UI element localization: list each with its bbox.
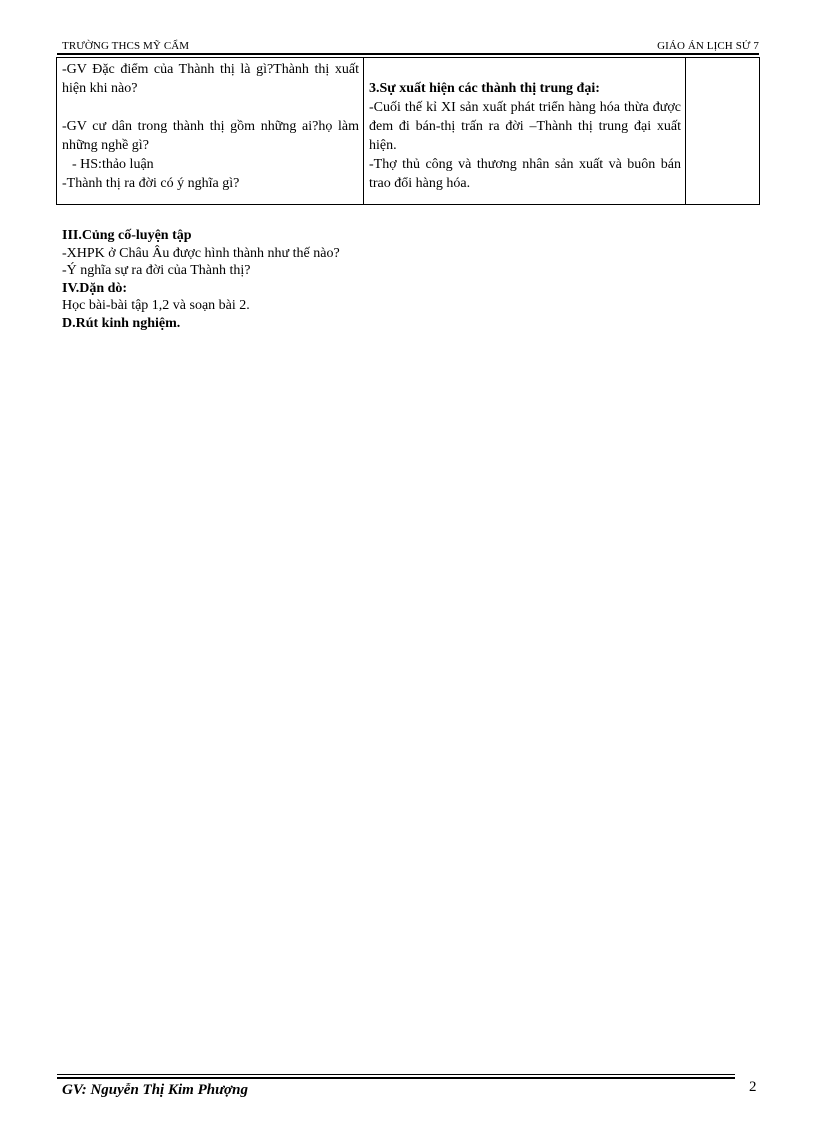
homework-text: Học bài-bài tập 1,2 và soạn bài 2. (62, 298, 250, 313)
review-question: -Ý nghĩa sự ra đời của Thành thị? (62, 263, 251, 278)
teacher-activity-cell (57, 58, 364, 205)
content-line: -Thợ thủ công và thương nhân sản xuất và buôn bán trao đổi hàng hóa. (369, 157, 681, 191)
footer-divider (57, 1077, 735, 1079)
content-cell (364, 58, 686, 205)
student-activity: - HS:thảo luận (72, 157, 154, 172)
page-number: 2 (749, 1079, 757, 1095)
footer-divider-thin (57, 1074, 735, 1075)
header-subject: GIÁO ÁN LỊCH SỬ 7 (657, 40, 759, 52)
footer-teacher: GV: Nguyễn Thị Kim Phượng (62, 1082, 248, 1098)
lesson-summary (62, 227, 340, 332)
header-divider (57, 53, 759, 55)
notes-cell (686, 58, 760, 205)
table-row (57, 58, 760, 205)
teacher-question: -GV Đặc điểm của Thành thị là gì?Thành thị xuất hiện khi nào? (62, 62, 359, 96)
content-line: -Cuối thế kỉ XI sản xuất phát triển hàng hóa thừa được đem đi bán-thị trấn ra đời –Thành thị trung đại xuất hiện. (369, 100, 681, 153)
section-title: IV.Dặn dò: (62, 280, 128, 296)
content-heading: 3.Sự xuất hiện các thành thị trung đại: (369, 81, 600, 96)
lesson-table (56, 57, 760, 205)
header-school: TRƯỜNG THCS MỸ CẨM (62, 40, 190, 52)
teacher-question: -Thành thị ra đời có ý nghĩa gì? (62, 176, 240, 191)
review-question: -XHPK ở Châu Âu được hình thành như thế nào? (62, 245, 340, 261)
section-title: D.Rút kinh nghiệm. (62, 315, 181, 331)
teacher-question: -GV cư dân trong thành thị gồm những ai?họ làm những nghề gì? (62, 119, 359, 153)
section-title: III.Củng cố-luyện tập (62, 228, 192, 243)
